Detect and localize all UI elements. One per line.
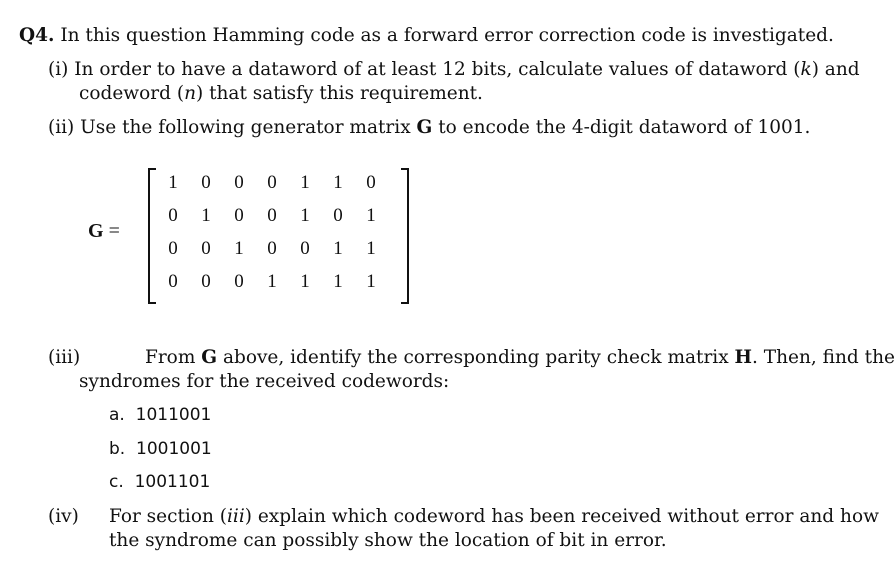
part-iii-text: From (145, 347, 202, 368)
section-ref: iii (227, 506, 245, 527)
matrix-cell: 1 (300, 205, 310, 226)
matrix-cell: 1 (300, 271, 310, 292)
matrix-cell: 1 (366, 271, 376, 292)
list-item-letter: b. (109, 439, 126, 459)
matrix-cell: 0 (267, 172, 277, 193)
part-iii-text: above, identify the corresponding parity check matrix (217, 347, 735, 368)
matrix-cell: 0 (333, 205, 343, 226)
part-i-text: ) that satisfy this requirement. (195, 83, 483, 104)
matrix-cell: 0 (267, 238, 277, 259)
part-iv-label-line (48, 505, 79, 529)
list-item-letter: c. (109, 472, 124, 492)
matrix-ref-G: G (416, 117, 433, 138)
matrix-ref-H: H (734, 347, 753, 368)
part-i-label: (i) (48, 59, 69, 80)
matrix-cell: 1 (234, 238, 244, 259)
list-item-value: 1011001 (135, 405, 212, 425)
part-i-text: In order to have a dataword of at least 12 bits, calculate values of dataword ( (68, 59, 801, 80)
matrix-cell: 0 (201, 271, 211, 292)
part-iii-label: (iii) (48, 347, 81, 368)
list-item-value: 1001001 (136, 439, 212, 459)
part-iv-text: For section ( (109, 506, 227, 527)
matrix-cell: 1 (333, 172, 343, 193)
part-ii-label: (ii) (48, 117, 75, 138)
matrix-ref-G: G (201, 347, 218, 368)
part-i-line-1 (48, 58, 860, 82)
matrix-cell: 0 (234, 205, 244, 226)
part-iv-line-2 (109, 529, 667, 553)
matrix-cell: 0 (201, 238, 211, 259)
matrix-left-bracket (148, 168, 156, 304)
matrix-cell: 1 (168, 172, 178, 193)
part-iv-line-1 (109, 505, 879, 529)
matrix-right-bracket (401, 168, 409, 304)
list-item (109, 437, 212, 461)
var-k: k (800, 59, 812, 80)
part-iii-text: . Then, find the (752, 347, 895, 368)
matrix-cell: 0 (366, 172, 376, 193)
list-item-value: 1001101 (134, 472, 211, 492)
matrix-cell: 0 (234, 271, 244, 292)
matrix-cell: 1 (333, 238, 343, 259)
part-iii-line-1-text (145, 346, 895, 370)
var-n: n (184, 83, 196, 104)
part-i-text: codeword ( (79, 83, 185, 104)
matrix-cell: 0 (267, 205, 277, 226)
list-item-letter: a. (109, 405, 125, 425)
part-ii-line (48, 116, 810, 140)
matrix-cell: 1 (267, 271, 277, 292)
matrix-cell: 0 (168, 238, 178, 259)
part-iv-text: the syndrome can possibly show the location of bit in error. (109, 530, 667, 551)
question-intro (19, 24, 834, 48)
matrix-label (88, 220, 120, 243)
matrix-cell: 1 (333, 271, 343, 292)
matrix-cell: 0 (168, 205, 178, 226)
part-i-text: ) and (811, 59, 860, 80)
part-i-line-2 (79, 82, 483, 106)
part-iii-text: syndromes for the received codewords: (79, 371, 450, 392)
part-iv-label: (iv) (48, 506, 79, 527)
part-ii-text: to encode the 4-digit dataword of 1001. (432, 117, 811, 138)
matrix-cell: 0 (201, 172, 211, 193)
question-number: Q4. (19, 25, 55, 46)
part-iv-text: ) explain which codeword has been received without error and how (244, 506, 879, 527)
matrix-cell: 0 (300, 238, 310, 259)
part-iii-line-2 (79, 370, 449, 394)
list-item (109, 403, 211, 427)
list-item (109, 470, 210, 494)
matrix-cell: 0 (168, 271, 178, 292)
matrix-label-G: G (88, 220, 104, 242)
question-intro-text: In this question Hamming code as a forward error correction code is investigated. (54, 25, 834, 46)
matrix-equals: = (103, 220, 120, 242)
matrix-cell: 1 (366, 238, 376, 259)
matrix-cell: 1 (300, 172, 310, 193)
matrix-cell: 1 (201, 205, 211, 226)
part-ii-text: Use the following generator matrix (74, 117, 417, 138)
matrix-cell: 1 (366, 205, 376, 226)
part-iii-line-1 (48, 346, 80, 370)
matrix-cell: 0 (234, 172, 244, 193)
